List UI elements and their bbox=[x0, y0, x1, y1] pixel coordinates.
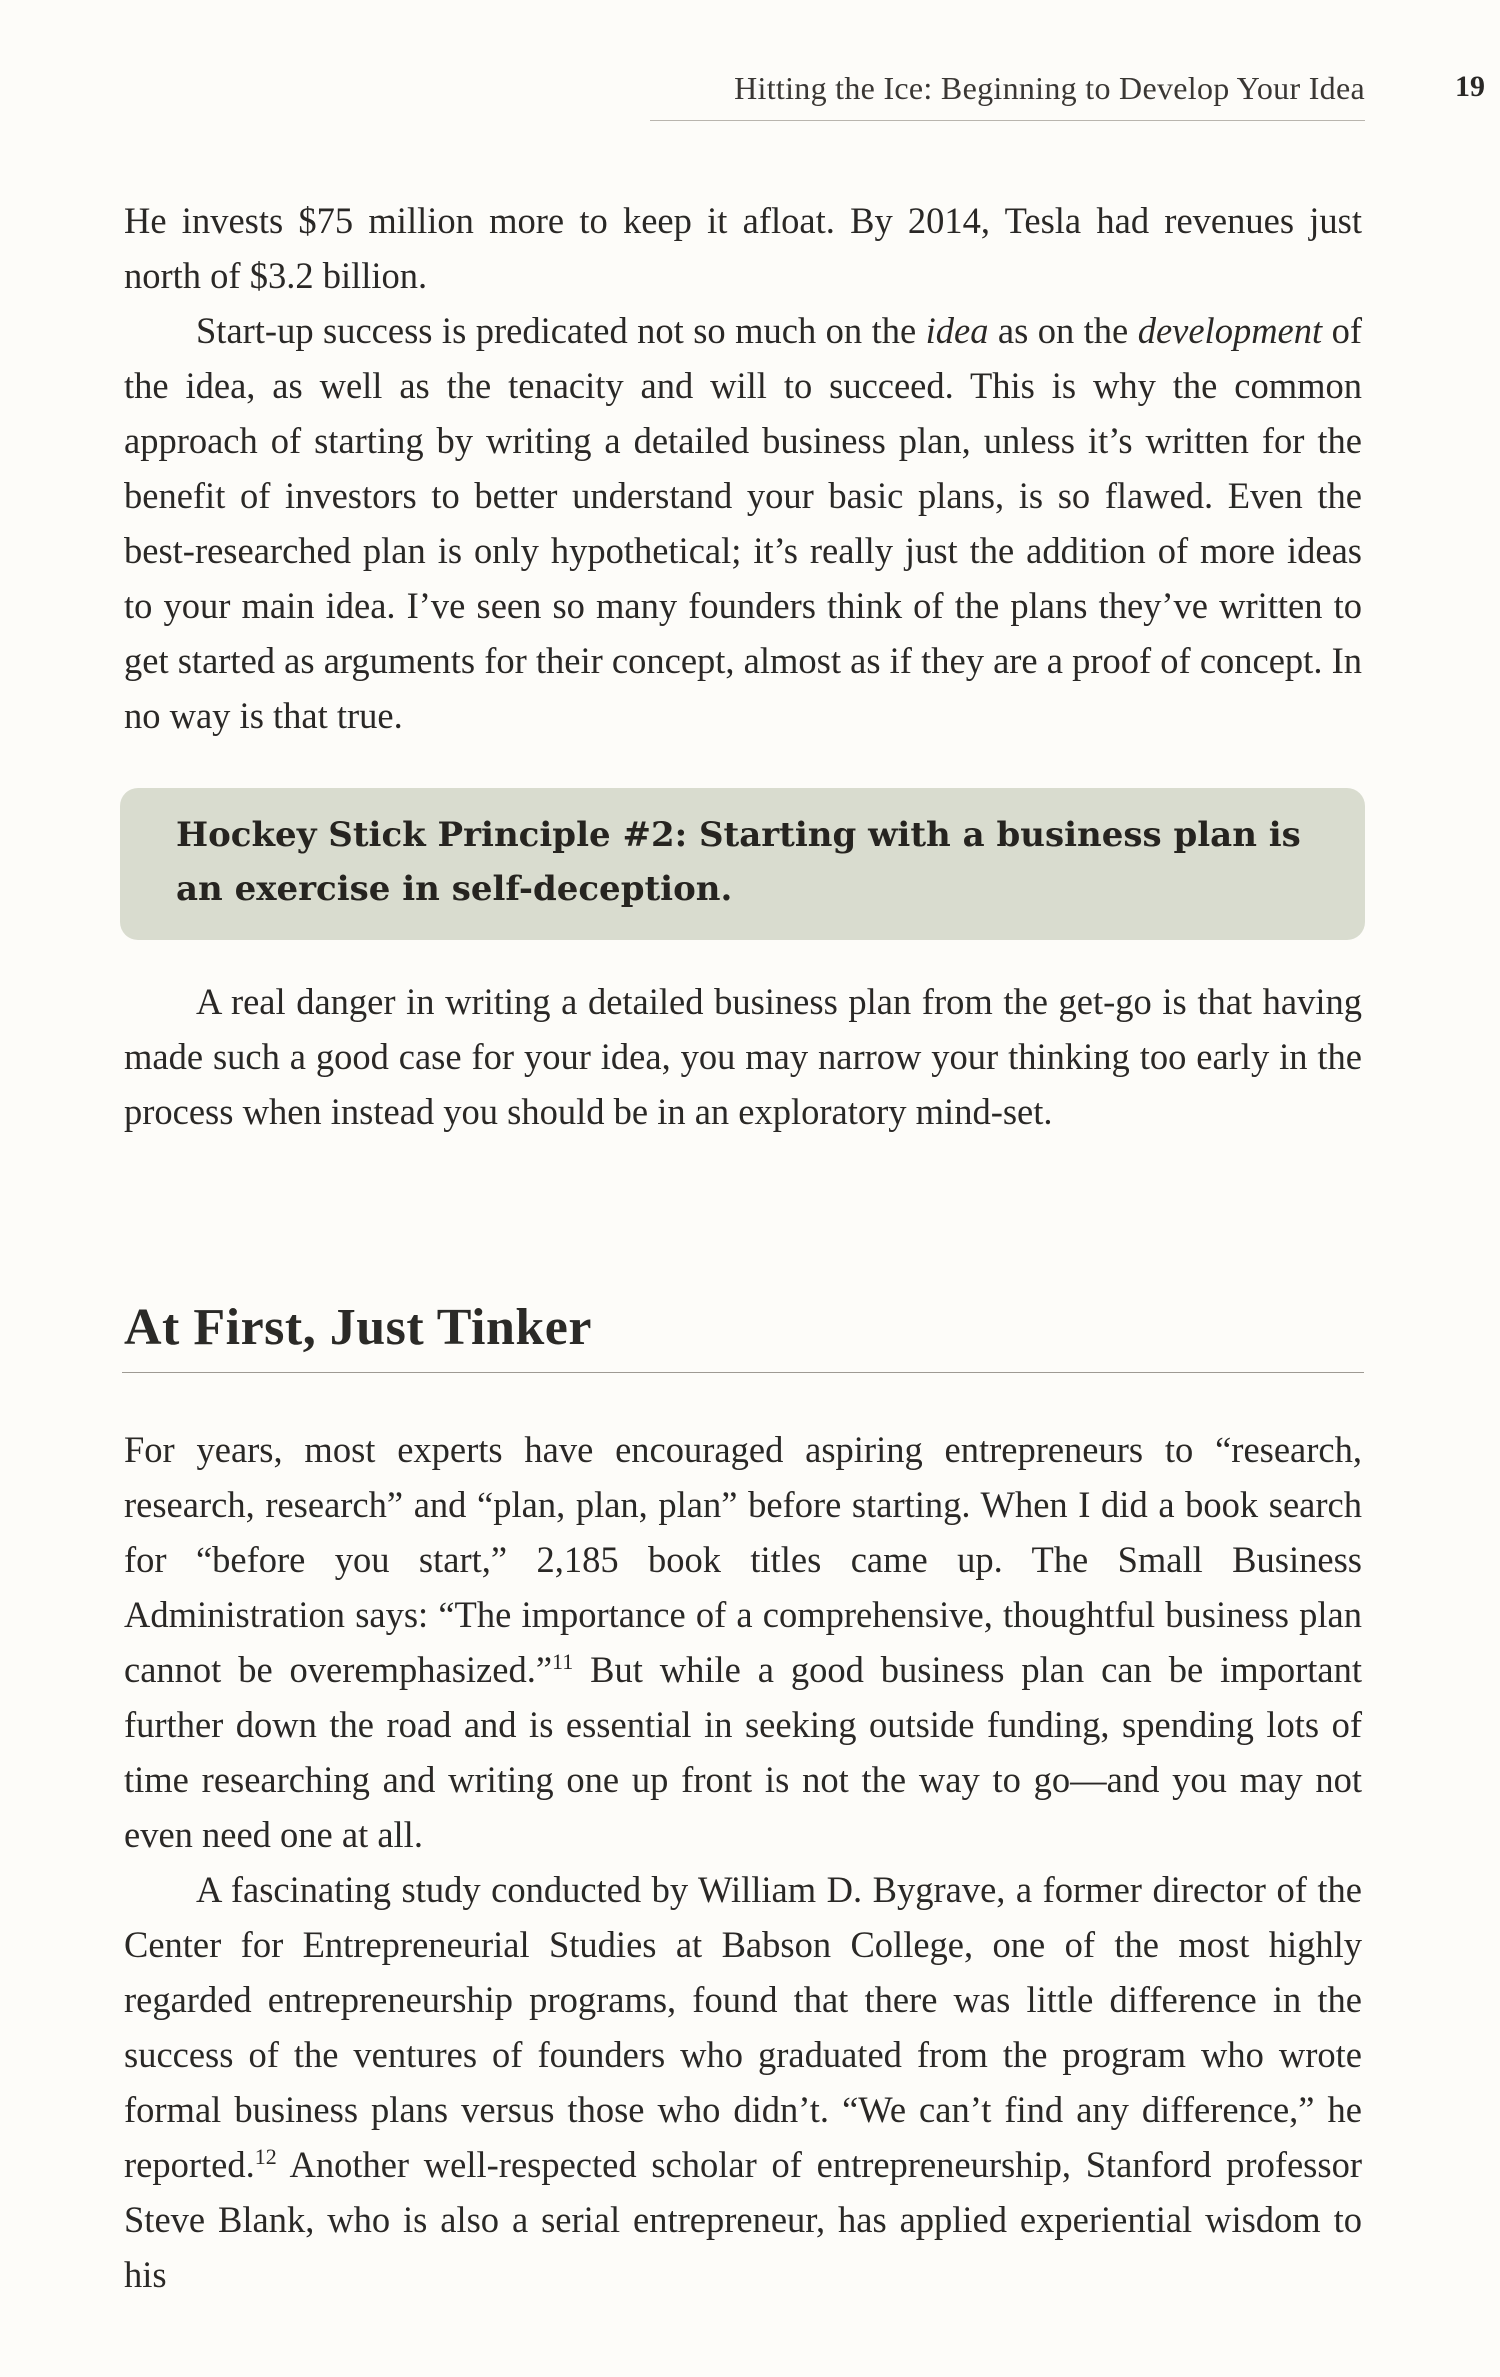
principle-callout bbox=[120, 788, 1365, 940]
paragraph-tesla: He invests $75 million more to keep it afloat. By 2014, Tesla had revenues just north of $3.2 billion. bbox=[124, 200, 1362, 296]
running-header bbox=[120, 70, 1500, 130]
text-block-middle bbox=[124, 974, 1362, 1139]
footnote-ref-12: 12 bbox=[254, 2143, 277, 2169]
section-rule bbox=[122, 1372, 1364, 1373]
running-title: Hitting the Ice: Beginning to Develop Your Idea bbox=[734, 70, 1365, 106]
para2-rest: of the idea, as well as the tenacity and will to succeed. This is why the common approach of starting by writing a detailed business plan, unless it’s written for the benefit of investors to better understand your basic plans, is so flawed. Even the best-researched plan is only hypothetical; it’s really just the addition of more ideas to your main idea. I’ve seen so many founders think of the plans they’ve written to get started as arguments for their concept, almost as if they are a proof of concept. In no way is that true. bbox=[124, 310, 1362, 736]
page-number: 19 bbox=[1455, 70, 1485, 103]
header-rule bbox=[650, 120, 1365, 121]
paragraph-bygrave-study bbox=[124, 1862, 1362, 2302]
text-block-top bbox=[124, 193, 1362, 743]
para5-text: A fascinating study conducted by William D. Bygrave, a former director of the Center for Entrepreneurial Studies at Babson College, one of the most highly regarded entrepreneurship programs, found that there was little difference in the success of the ventures of founders who graduated from the program who wrote formal business plans versus those who didn’t. “We can’t find any difference,” he reported. bbox=[124, 1869, 1362, 2185]
principle-text: Hockey Stick Principle #2: Starting with a business plan is an exercise in self-deception. bbox=[176, 815, 1301, 909]
text-block-bottom bbox=[124, 1422, 1362, 2302]
paragraph-startup-success bbox=[124, 303, 1362, 743]
section-heading: At First, Just Tinker bbox=[124, 1299, 592, 1356]
paragraph-for-years bbox=[124, 1422, 1362, 1862]
para4-text: For years, most experts have encouraged aspiring entrepreneurs to “research, research, research” and “plan, plan, plan” before starting. When I did a book search for “before you start,” 2,185 book titles came up. The Small Business Administration says: “The importance of a comprehensive, thoughtful business plan cannot be overemphasized.” bbox=[124, 1429, 1362, 1690]
para2-lead: Start-up success is predicated not so much on the bbox=[196, 310, 926, 351]
para2-emphasis-development: development bbox=[1137, 310, 1323, 351]
para2-mid: as on the bbox=[988, 310, 1138, 351]
para5-rest: Another well-respected scholar of entrepreneurship, Stanford professor Steve Blank, who is also a serial entrepreneur, has applied experiential wisdom to his bbox=[124, 2144, 1362, 2295]
para4-rest: But while a good business plan can be important further down the road and is essential in seeking outside funding, spending lots of time researching and writing one up front is not the way to go—and you may not even need one at all. bbox=[124, 1649, 1362, 1855]
paragraph-real-danger: A real danger in writing a detailed business plan from the get-go is that having made such a good case for your idea, you may narrow your thinking too early in the process when instead you should be in an exploratory mind-set. bbox=[124, 981, 1362, 1132]
para2-emphasis-idea: idea bbox=[925, 310, 989, 351]
footnote-ref-11: 11 bbox=[552, 1648, 574, 1674]
